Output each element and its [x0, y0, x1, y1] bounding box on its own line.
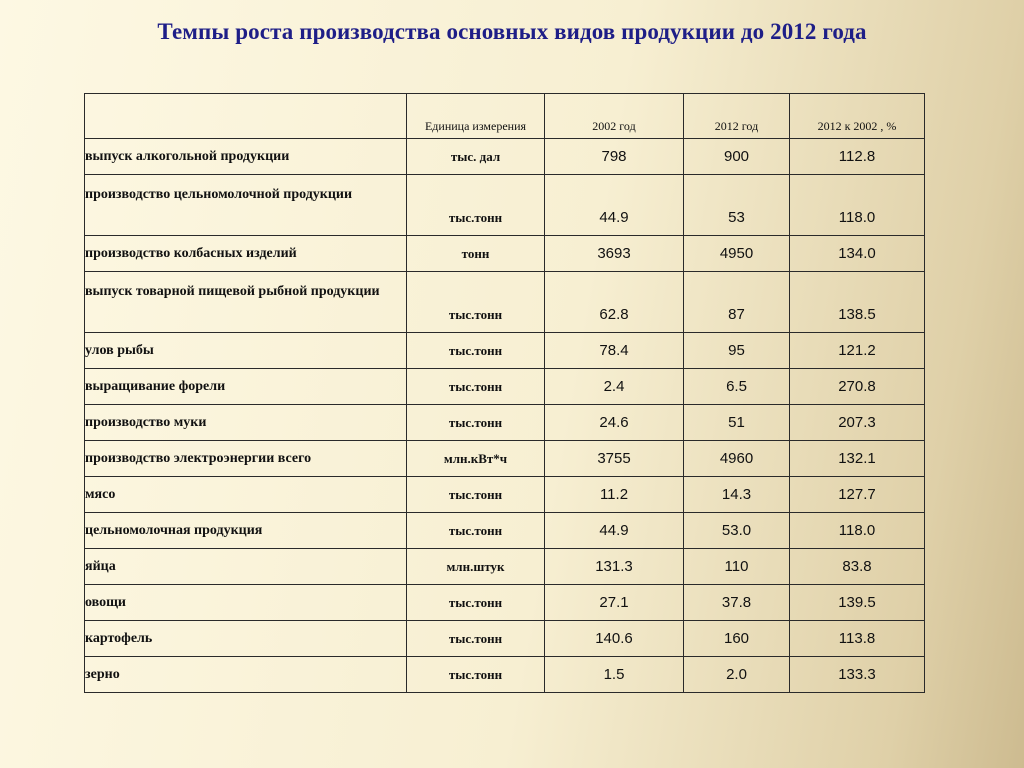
page-title: Темпы роста производства основных видов продукции до 2012 года — [157, 19, 867, 44]
table-row — [85, 585, 925, 621]
value-2002-cell: 3693 — [545, 236, 684, 272]
value-2012-cell: 95 — [684, 333, 790, 369]
table-row — [85, 405, 925, 441]
value-2012-cell: 53 — [684, 175, 790, 236]
ratio-percent-cell: 118.0 — [790, 513, 925, 549]
value-2012-cell: 4950 — [684, 236, 790, 272]
table-row — [85, 549, 925, 585]
value-2002-cell: 3755 — [545, 441, 684, 477]
ratio-percent-cell: 270.8 — [790, 369, 925, 405]
table-row — [85, 657, 925, 693]
value-2012-cell: 6.5 — [684, 369, 790, 405]
product-name-cell: производство муки — [85, 405, 407, 441]
unit-cell: тонн — [407, 236, 545, 272]
product-name-cell: производство цельномолочной продукции — [85, 175, 407, 236]
value-2012-cell: 37.8 — [684, 585, 790, 621]
table-row — [85, 441, 925, 477]
header-unit: Единица измерения — [407, 94, 545, 139]
product-name-cell: выпуск алкогольной продукции — [85, 139, 407, 175]
header-2002: 2002 год — [545, 94, 684, 139]
table-row — [85, 175, 925, 236]
ratio-percent-cell: 207.3 — [790, 405, 925, 441]
table-row — [85, 139, 925, 175]
product-name-cell: производство колбасных изделий — [85, 236, 407, 272]
product-name-cell: яйца — [85, 549, 407, 585]
value-2002-cell: 798 — [545, 139, 684, 175]
table-row — [85, 333, 925, 369]
table-header-row — [85, 94, 925, 139]
value-2002-cell: 44.9 — [545, 175, 684, 236]
unit-cell: тыс. дал — [407, 139, 545, 175]
unit-cell: тыс.тонн — [407, 585, 545, 621]
table-row — [85, 477, 925, 513]
value-2012-cell: 4960 — [684, 441, 790, 477]
unit-cell: тыс.тонн — [407, 369, 545, 405]
ratio-percent-cell: 134.0 — [790, 236, 925, 272]
production-table — [84, 93, 925, 693]
value-2002-cell: 27.1 — [545, 585, 684, 621]
ratio-percent-cell: 139.5 — [790, 585, 925, 621]
unit-cell: тыс.тонн — [407, 477, 545, 513]
ratio-percent-cell: 121.2 — [790, 333, 925, 369]
ratio-percent-cell: 118.0 — [790, 175, 925, 236]
product-name-cell: производство электроэнергии всего — [85, 441, 407, 477]
value-2012-cell: 160 — [684, 621, 790, 657]
value-2002-cell: 1.5 — [545, 657, 684, 693]
unit-cell: тыс.тонн — [407, 175, 545, 236]
table-row — [85, 513, 925, 549]
value-2002-cell: 11.2 — [545, 477, 684, 513]
value-2002-cell: 131.3 — [545, 549, 684, 585]
ratio-percent-cell: 132.1 — [790, 441, 925, 477]
product-name-cell: картофель — [85, 621, 407, 657]
product-name-cell: цельномолочная продукция — [85, 513, 407, 549]
unit-cell: тыс.тонн — [407, 513, 545, 549]
product-name-cell: зерно — [85, 657, 407, 693]
value-2012-cell: 900 — [684, 139, 790, 175]
product-name-cell: овощи — [85, 585, 407, 621]
value-2002-cell: 44.9 — [545, 513, 684, 549]
product-name-cell: мясо — [85, 477, 407, 513]
value-2012-cell: 110 — [684, 549, 790, 585]
table-row — [85, 236, 925, 272]
ratio-percent-cell: 113.8 — [790, 621, 925, 657]
product-name-cell: выращивание форели — [85, 369, 407, 405]
ratio-percent-cell: 112.8 — [790, 139, 925, 175]
unit-cell: тыс.тонн — [407, 272, 545, 333]
unit-cell: тыс.тонн — [407, 405, 545, 441]
ratio-percent-cell: 127.7 — [790, 477, 925, 513]
value-2002-cell: 2.4 — [545, 369, 684, 405]
unit-cell: тыс.тонн — [407, 333, 545, 369]
value-2012-cell: 87 — [684, 272, 790, 333]
product-name-cell: улов рыбы — [85, 333, 407, 369]
value-2002-cell: 24.6 — [545, 405, 684, 441]
unit-cell: млн.штук — [407, 549, 545, 585]
value-2002-cell: 140.6 — [545, 621, 684, 657]
table-row — [85, 621, 925, 657]
header-ratio: 2012 к 2002 , % — [790, 94, 925, 139]
table-row — [85, 272, 925, 333]
unit-cell: млн.кВт*ч — [407, 441, 545, 477]
product-name-cell: выпуск товарной пищевой рыбной продукции — [85, 272, 407, 333]
value-2012-cell: 51 — [684, 405, 790, 441]
ratio-percent-cell: 138.5 — [790, 272, 925, 333]
table-row — [85, 369, 925, 405]
ratio-percent-cell: 133.3 — [790, 657, 925, 693]
value-2002-cell: 78.4 — [545, 333, 684, 369]
unit-cell: тыс.тонн — [407, 621, 545, 657]
ratio-percent-cell: 83.8 — [790, 549, 925, 585]
value-2012-cell: 2.0 — [684, 657, 790, 693]
unit-cell: тыс.тонн — [407, 657, 545, 693]
value-2002-cell: 62.8 — [545, 272, 684, 333]
header-product — [85, 94, 407, 139]
value-2012-cell: 53.0 — [684, 513, 790, 549]
header-2012: 2012 год — [684, 94, 790, 139]
value-2012-cell: 14.3 — [684, 477, 790, 513]
